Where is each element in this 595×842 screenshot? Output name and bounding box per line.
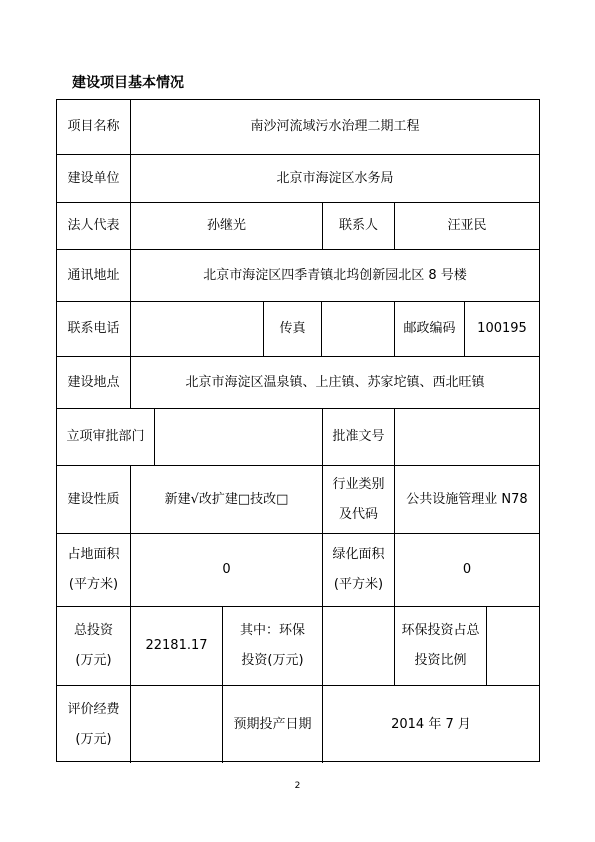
fax-label: 传真	[264, 302, 322, 356]
land-area-label-line2: (平方米)	[68, 577, 119, 592]
env-ratio-label-line1: 环保投资占总	[401, 623, 480, 639]
total-investment-label-line1: 总投资	[73, 623, 113, 639]
industry-label	[323, 466, 395, 533]
page-title: 建设项目基本情况	[72, 75, 184, 91]
construction-unit-label: 建设单位	[57, 155, 131, 202]
page-number: 2	[294, 781, 301, 791]
industry-label-line1: 行业类别	[332, 476, 385, 492]
industry-label-line2: 及代码	[338, 506, 378, 522]
contact-value: 汪亚民	[447, 218, 487, 234]
land-area-label-line1: 占地面积	[67, 547, 120, 563]
operation-date-label: 预期投产日期	[223, 686, 323, 763]
green-area-label	[323, 534, 395, 606]
table-row-approval	[57, 409, 539, 466]
project-info-table	[56, 99, 540, 762]
approval-doc-value	[395, 409, 539, 465]
project-name-value: 南沙河流域污水治理二期工程	[250, 119, 420, 135]
location-label: 建设地点	[57, 357, 131, 408]
project-name-label: 项目名称	[57, 100, 131, 154]
eval-fee-label-line2: (万元)	[75, 731, 112, 747]
industry-value: 公共设施管理业 N78	[406, 491, 528, 507]
env-ratio-label	[395, 607, 487, 685]
eval-fee-label	[57, 686, 131, 763]
fax-value	[322, 302, 395, 356]
eval-fee-label-line1: 评价经费	[67, 701, 120, 717]
address-label: 通讯地址	[57, 250, 131, 301]
total-investment-label	[57, 607, 131, 685]
env-investment-label-line1: 其中：环保	[239, 623, 305, 639]
env-ratio-value	[487, 607, 539, 685]
location-value: 北京市海淀区温泉镇、上庄镇、苏家坨镇、西北旺镇	[185, 374, 485, 390]
postal-code-value: 100195	[477, 321, 527, 337]
env-ratio-label-line2: 投资比例	[414, 653, 467, 668]
table-row-location	[57, 357, 539, 409]
table-row-address	[57, 250, 539, 302]
env-investment-label-line2: 投资(万元)	[241, 653, 304, 668]
approval-doc-label: 批准文号	[323, 409, 395, 465]
approval-dept-label: 立项审批部门	[57, 409, 155, 465]
table-row-nature	[57, 466, 539, 534]
eval-fee-value	[131, 686, 223, 763]
land-area-label	[57, 534, 131, 606]
table-row-fee	[57, 686, 539, 763]
green-area-value: 0	[462, 562, 472, 578]
table-row-legal-rep	[57, 203, 539, 250]
table-row-investment	[57, 607, 539, 686]
table-row-project-name	[57, 100, 539, 155]
env-investment-value	[323, 607, 395, 685]
phone-label: 联系电话	[57, 302, 131, 356]
nature-label: 建设性质	[57, 466, 131, 533]
construction-unit-value: 北京市海淀区水务局	[276, 170, 394, 186]
contact-label: 联系人	[323, 203, 395, 249]
legal-rep-label: 法人代表	[57, 203, 131, 249]
operation-date-value: 2014 年 7 月	[391, 716, 471, 732]
table-row-construction-unit	[57, 155, 539, 203]
total-investment-label-line2: (万元)	[75, 653, 112, 668]
total-investment-value: 22181.17	[131, 607, 223, 685]
legal-rep-value: 孙继光	[131, 203, 323, 249]
green-area-label-line1: 绿化面积	[332, 547, 385, 563]
env-investment-label	[223, 607, 323, 685]
table-row-area	[57, 534, 539, 607]
land-area-value: 0	[131, 534, 323, 606]
nature-value: 新建√改扩建□技改□	[131, 466, 323, 533]
green-area-label-line2: (平方米)	[333, 577, 384, 592]
table-row-phone	[57, 302, 539, 357]
postal-code-label: 邮政编码	[395, 302, 465, 356]
approval-dept-value	[155, 409, 323, 465]
phone-value	[131, 302, 264, 356]
address-value: 北京市海淀区四季青镇北坞创新园北区 8 号楼	[203, 267, 467, 283]
